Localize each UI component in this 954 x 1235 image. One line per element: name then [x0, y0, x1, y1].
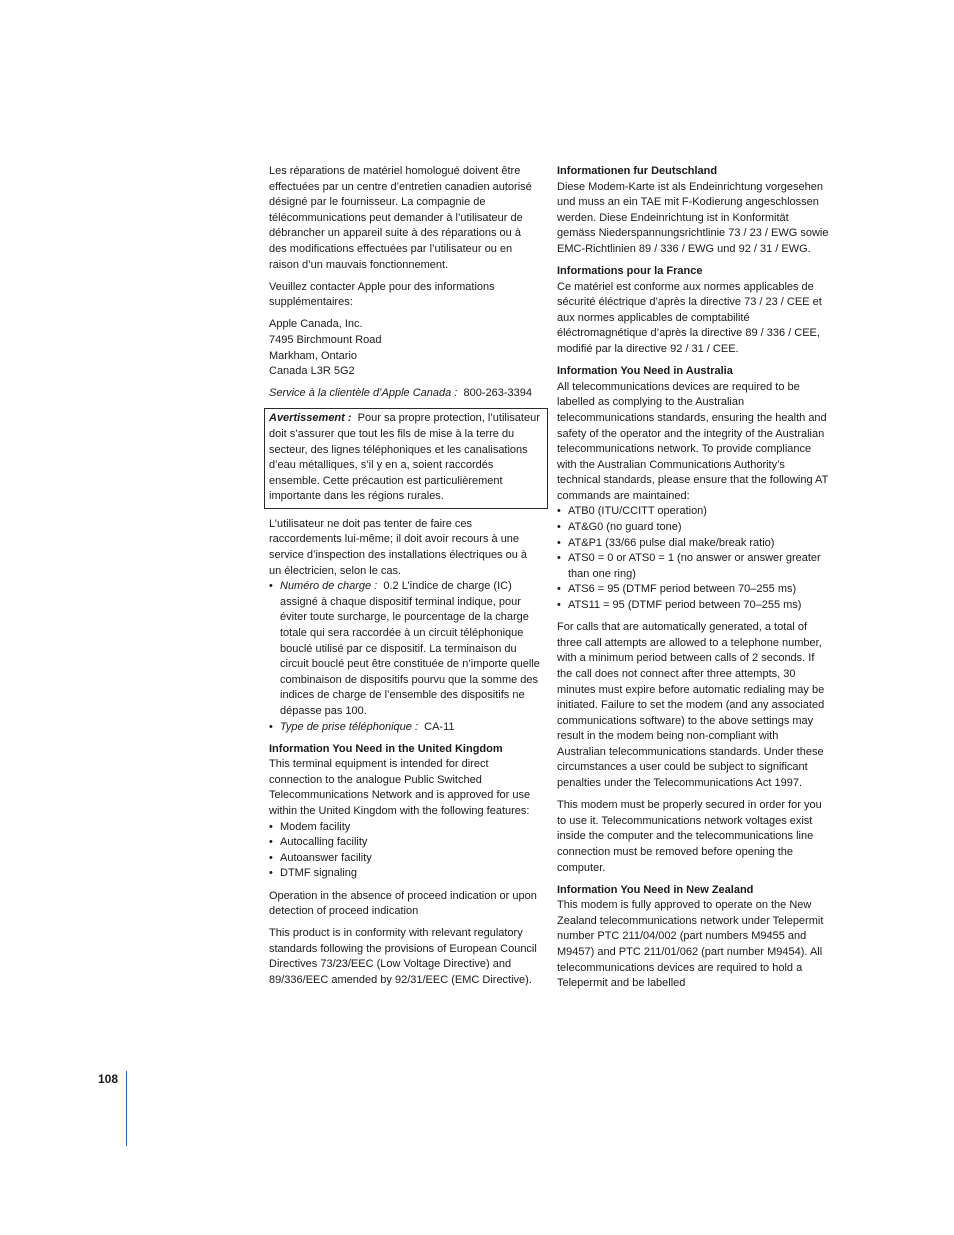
uk-conformity-paragraph: This product is in conformity with relevant regulatory standards following the provisions of European Council Directives 73/23/EEC (Low Voltage Directive) and 89/336/EEC amended by 92/31/EEC (EMC Directive).	[269, 927, 537, 986]
list-item: • Modem facility	[269, 820, 541, 836]
modem-secured-paragraph: This modem must be properly secured in order for you to use it. Telecommunications network voltages exist inside the computer and the telecommunications line connection must be removed before opening the computer.	[557, 799, 822, 874]
uk-features-list	[269, 820, 541, 882]
left-column	[269, 164, 541, 995]
address-line: Apple Canada, Inc.	[269, 318, 363, 331]
france-heading: Informations pour la France	[557, 265, 703, 278]
uk-operation-paragraph: Operation in the absence of proceed indication or upon detection of proceed indication	[269, 889, 537, 918]
uk-intro: This terminal equipment is intended for direct connection to the analogue Public Switched Telecommunications Network and is approved for use within the United Kingdom with the following features:	[269, 758, 531, 818]
address-line: Canada L3R 5G2	[269, 365, 355, 378]
service-line	[269, 386, 541, 402]
list-item: • DTMF signaling	[269, 866, 541, 882]
warning-text: Pour sa propre protection, l’utilisateur doit s’assurer que tout les fils de mise à la terre du secteur, des lignes téléphoniques et les canalisations d’eau métalliques, s’il y en a, soient raccordés ensemble. Cette précaution est particulièrement importante dans les régions rurales.	[269, 412, 540, 503]
uk-heading: Information You Need in the United Kingdom	[269, 742, 503, 755]
list-item: • ATS0 = 0 or ATS0 = 1 (no answer or answer greater than one ring)	[557, 551, 829, 582]
at-commands-list	[557, 504, 829, 613]
new-zealand-heading: Information You Need in New Zealand	[557, 883, 754, 896]
electrician-paragraph: L’utilisateur ne doit pas tenter de faire ces raccordements lui-même; il doit avoir recours à une service d’inspection des installations électriques ou à un électricien, selon le cas.	[269, 517, 528, 577]
warning-box	[264, 408, 548, 509]
address-block	[269, 317, 541, 379]
france-text: Ce matériel est conforme aux normes applicables de sécurité éléctrique d’après la directive 73 / 23 / CEE et aux normes applicables de comptabilité éléctromagnétique d’après la directive 89 / 336 / CEE, modifié par la directive 92 / 31 / CEE.	[557, 280, 822, 356]
list-item: • AT&G0 (no guard tone)	[557, 520, 829, 536]
service-label: Service à la clientèle d’Apple Canada :	[269, 387, 458, 400]
australia-heading: Information You Need in Australia	[557, 365, 733, 378]
list-item: • Autoanswer facility	[269, 851, 541, 867]
service-phone: 800-263-3394	[463, 387, 532, 400]
charge-number-label: Numéro de charge :	[280, 580, 378, 593]
new-zealand-text: This modem is fully approved to operate on the New Zealand telecommunications network under Telepermit number PTC 211/04/002 (part numbers M9455 and M9457) and PTC 211/01/062 (part number M9454). All telecommunications devices are required to hold a Telepermit and be labelled	[557, 899, 824, 990]
australia-text: All telecommunications devices are required to be labelled as complying to the Australian telecommunications standards, ensuring the health and safety of the operator and the integrity of the Australian telecommunications network. To provide compliance with the Australian Communications Authority’s technical standards, please ensure that the following AT commands are maintained:	[557, 380, 829, 502]
right-column	[557, 164, 829, 998]
list-item: • ATB0 (ITU/CCITT operation)	[557, 504, 829, 520]
margin-rule	[126, 1071, 127, 1146]
germany-text: Diese Modem-Karte ist als Endeinrichtung vorgesehen und muss an ein TAE mit F-Kodierung angeschlossen werden. Diese Endeinrichtung ist in Konformität gemäss Niederspannungsrichtlinie 73 / 23 / EWG sowie EMC-Richtlinien 89 / 336 / EWG und 92 / 31 / EWG.	[557, 180, 829, 255]
list-item: • ATS11 = 95 (DTMF period between 70–255 ms)	[557, 598, 829, 614]
page-number: 108	[98, 1072, 119, 1086]
charge-list	[269, 579, 541, 735]
germany-heading: Informationen fur Deutschland	[557, 165, 718, 177]
plug-type-text: CA-11	[424, 720, 455, 733]
warning-label: Avertissement :	[269, 412, 352, 425]
list-item	[269, 720, 541, 736]
repair-paragraph: Les réparations de matériel homologué doivent être effectuées par un centre d’entretien canadien autorisé désigné par le fournisseur. La compagnie de télécommunications peut demander à l’utilisateur de débrancher un appareil suite à des réparations ou à des modifications effectuées par l’utilisateur ou en raison d’un mauvais fonctionnement.	[269, 165, 532, 271]
list-item: • Autocalling facility	[269, 835, 541, 851]
contact-paragraph: Veuillez contacter Apple pour des informations supplémentaires:	[269, 280, 495, 309]
address-line: 7495 Birchmount Road	[269, 333, 382, 346]
list-item	[269, 579, 541, 719]
charge-number-text: 0.2 L’indice de charge (IC) assigné à chaque dispositif terminal indique, pour éviter toute surcharge, le pourcentage de la charge totale qui sera raccordée à un circuit téléphonique bouclé utilisé par ce dispositif. La terminaison du circuit bouclé peut être constituée de n’importe quelle combinaison de dispositifs pourvu que la somme des indices de charge de l’ensemble des dispositifs ne dépasse pas 100.	[280, 580, 540, 717]
call-attempts-paragraph: For calls that are automatically generated, a total of three call attempts are allowed to a telephone number, with a minimum period between calls of 2 seconds. If the call does not connect after three attempts, 30 minutes must expire before automatic redialing may be initiated. Failure to set the modem (and any associated communications software) to the above settings may result in the modem being non-compliant with Australian telecommunications standards. Under these circumstances a user could be subject to significant penalties under the Telecommunications Act 1997.	[557, 621, 825, 790]
list-item: • ATS6 = 95 (DTMF period between 70–255 ms)	[557, 582, 829, 598]
list-item: • AT&P1 (33/66 pulse dial make/break ratio)	[557, 536, 829, 552]
address-line: Markham, Ontario	[269, 349, 358, 362]
plug-type-label: Type de prise téléphonique :	[280, 720, 418, 733]
